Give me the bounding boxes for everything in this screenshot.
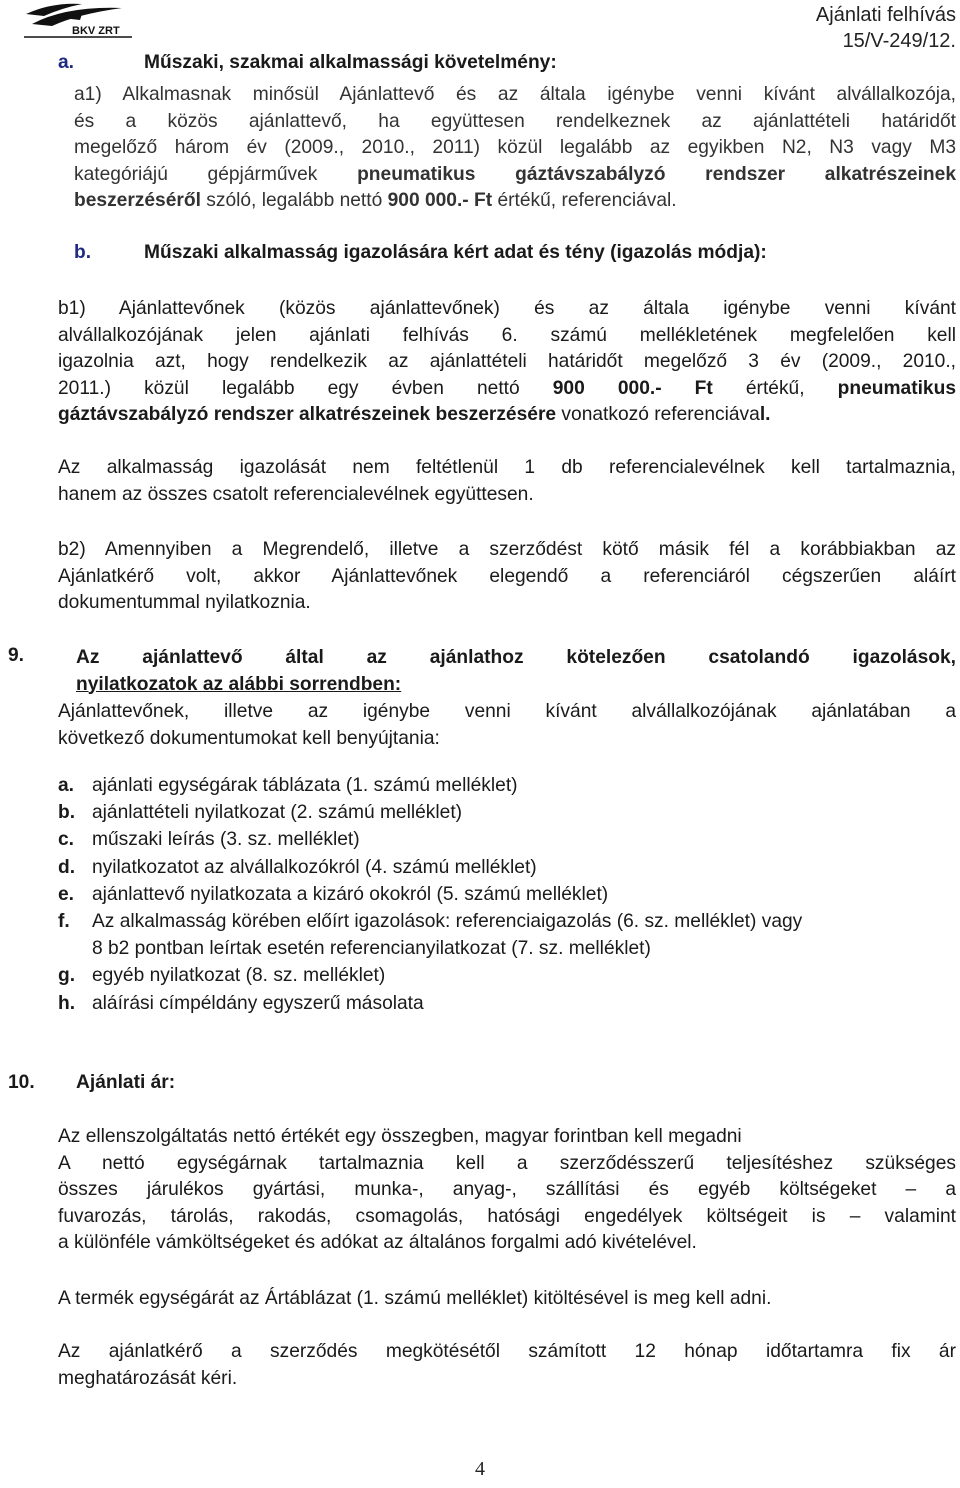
list-item-text: egyéb nyilatkozat (8. sz. melléklet) [92,965,386,987]
page-number: 4 [475,1458,485,1480]
text-line: Az alkalmasság igazolását nem feltétlenül 1 db referencialevélnek kell tartalmaznia, [58,457,956,478]
text-line: A termék egységárát az Ártáblázat (1. számú melléklet) kitöltésével is meg kell adni. [58,1288,772,1309]
section-b-letter: b. [74,242,92,263]
text-line: a különféle vámköltségeket és adókat az általános forgalmi adó kivételével. [58,1232,697,1253]
text-run: értékű, [712,377,838,399]
list-item-text: aláírási címpéldány egyszerű másolata [92,992,424,1014]
list-item [58,962,958,989]
list-item [58,772,958,799]
list-item-text: 8 b2 pontban leírtak esetén referencianyilatkozat (7. sz. melléklet) [92,938,651,960]
text-line: meghatározását kéri. [58,1367,238,1389]
text-run: értékű, referenciával. [492,190,677,211]
section-b-title: Műszaki alkalmasság igazolására kért adat és tény (igazolás módja): [144,242,767,263]
text-line [58,376,956,403]
section-b2-paragraph [58,537,956,617]
bkv-logo [22,0,134,40]
list-item [58,990,958,1017]
text-run: szóló, legalább nettó [200,190,388,211]
text-run-bold: l. [759,404,771,425]
list-item-key: c. [58,829,75,851]
section-a-paragraph [74,82,956,215]
text-line: és a közös ajánlattevő, ha együttesen rendelkeznek az ajánlattételi határidőt [74,110,956,132]
required-documents-list [58,772,958,1017]
list-item-text: ajánlattevő nyilatkozata a kizáró okokról (5. számú melléklet) [92,883,609,905]
text-line: Az ellenszolgáltatás nettó értékét egy összegben, magyar forintban kell megadni [58,1126,742,1147]
text-line [58,402,956,429]
list-item-key: e. [58,883,75,905]
section-9-number: 9. [8,645,25,666]
text-line [74,188,956,215]
text-run-bold: gáztávszabályzó rendszer alkatrészeinek beszerzésére [58,404,557,425]
list-item-text: nyilatkozatot az alvállalkozókról (4. számú melléklet) [92,856,537,878]
text-line: alvállalkozójának jelen ajánlati felhívás 6. számú mellékletének megfelelően kell [58,324,956,346]
text-line: dokumentummal nyilatkoznia. [58,592,311,613]
text-line: igazolnia azt, hogy rendelkezik az ajánlattételi határidőt megelőző 3 év (2009., 2010., [58,351,956,372]
list-item-key: h. [58,992,76,1014]
header-doc-number: 15/V-249/12. [842,30,956,52]
text-line: Ajánlattevőnek, illetve az igénybe venni kívánt alvállalkozójának ajánlatában a [58,701,956,722]
text-run-bold: pneumatikus gáztávszabályzó rendszer alkatrészeinek [357,163,956,185]
text-line: Az ajánlattevő által az ajánlathoz kötelezően csatolandó igazolások, [76,647,956,668]
text-line: megelőző három év (2009., 2010., 2011) közül legalább az egyikben N2, N3 vagy M3 [74,137,956,158]
text-line: nyilatkozatok az alábbi sorrendben: [76,673,402,695]
section-10-fixed-price-note [58,1339,956,1392]
list-item-text: műszaki leírás (3. sz. melléklet) [92,829,360,851]
text-run: vonatkozó referenciáva [556,404,760,425]
list-item-text: ajánlati egységárak táblázata (1. számú melléklet) [92,775,518,796]
text-run-bold: 900 000.- Ft [552,377,713,399]
text-line: A nettó egységárnak tartalmaznia kell a szerződésszerű teljesítéshez szükséges [58,1152,956,1174]
text-run: 2011.) közül legalább egy évben nettó [58,377,553,399]
text-line: b1) Ajánlattevőnek (közös ajánlattevőnek) és az általa igénybe venni kívánt [58,298,956,319]
header-doc-info [816,2,956,54]
header-doc-type: Ajánlati felhívás [815,4,956,26]
list-item [58,881,958,908]
section-10-title: Ajánlati ár: [76,1072,176,1093]
list-item [58,799,958,826]
list-item-key: g. [58,965,76,987]
section-b-note [58,455,956,508]
section-a-title: Műszaki, szakmai alkalmassági követelmény: [144,52,557,73]
list-item-key: d. [58,856,76,878]
section-b1-paragraph [58,296,956,429]
text-line: következő dokumentumokat kell benyújtania: [58,727,440,749]
section-10-unit-price-note [58,1286,956,1313]
list-item-text: Az alkalmasság körében előírt igazolások: referenciaigazolás (6. sz. melléklet) vagy [92,911,803,933]
section-10-number: 10. [8,1072,35,1093]
list-item-key: a. [58,775,75,796]
text-line: Az ajánlatkérő a szerződés megkötésétől számított 12 hónap időtartamra fix ár [58,1341,956,1362]
section-9-intro [58,699,956,752]
text-run-bold: 900 000.- Ft [387,190,493,211]
text-line [74,162,956,189]
section-9-title [76,645,956,698]
list-item-text: ajánlattételi nyilatkozat (2. számú melléklet) [92,802,463,824]
text-line: b2) Amennyiben a Megrendelő, illetve a szerződést kötő másik fél a korábbiakban az [58,539,956,560]
section-10-paragraph [58,1124,956,1257]
section-a-letter: a. [58,52,75,73]
list-item [58,854,958,881]
logo-text: BKV ZRT [72,25,120,37]
text-run-bold: beszerzéséről [74,190,201,211]
list-item-key: f. [58,911,70,933]
text-line: összes járulékos gyártási, munka-, anyag-, szállítási és egyéb költségeket – a [58,1179,956,1200]
text-line: a1) Alkalmasnak minősül Ajánlattevő és az általa igénybe venni kívánt alvállalkozója, [74,84,956,105]
text-run: kategóriájú gépjárművek [74,163,358,185]
list-item [58,908,958,962]
text-line: Ajánlatkérő volt, akkor Ajánlattevőnek elegendő a referenciáról cégszerűen aláírt [58,565,956,587]
list-item [58,826,958,853]
text-line: hanem az összes csatolt referencialevélnek együttesen. [58,483,534,505]
list-item-key: b. [58,802,76,824]
text-line: fuvarozás, tárolás, rakodás, csomagolás, hatósági engedélyek költségeit is – valamint [58,1205,956,1227]
text-run-bold: pneumatikus [837,377,956,399]
